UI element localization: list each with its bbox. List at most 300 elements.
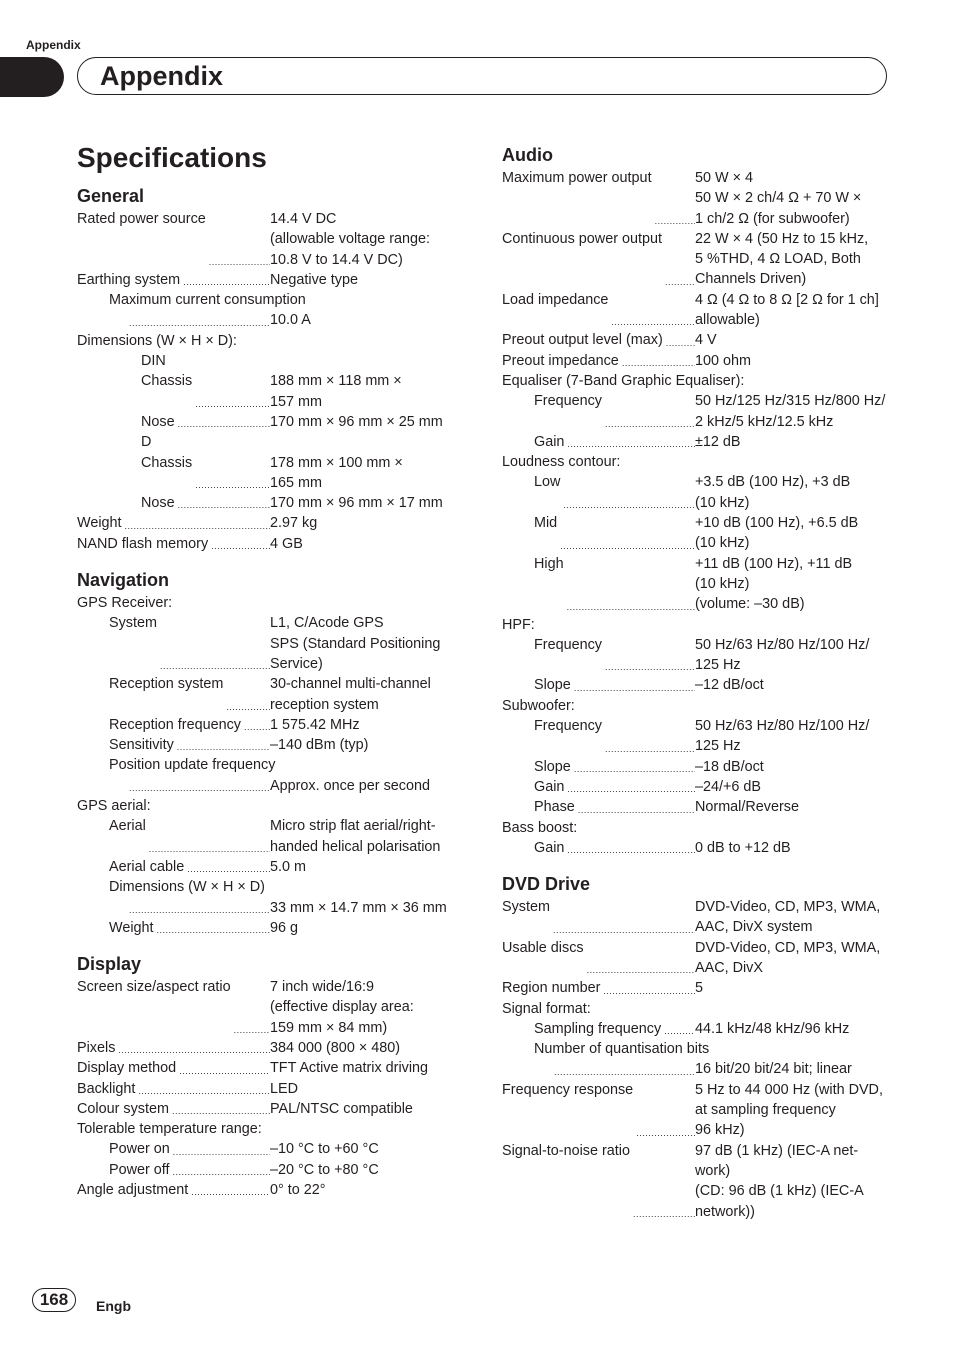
spec-value [270, 776, 472, 796]
spec-label [77, 1038, 270, 1058]
spec-label-text: Screen size/aspect ratio [77, 979, 231, 996]
spec-row [502, 696, 897, 716]
spec-section [77, 569, 472, 938]
spec-value [270, 977, 472, 1038]
leader-dots [179, 1063, 270, 1079]
spec-label-text: Frequency [534, 636, 602, 653]
leader-dots [138, 1083, 270, 1099]
leader-dots [665, 274, 695, 290]
spec-value-line: TFT Active matrix driving [270, 1060, 429, 1077]
section-heading: Navigation [77, 570, 170, 591]
section-heading: General [77, 186, 145, 206]
spec-value [695, 1080, 897, 1141]
spec-row [77, 1180, 472, 1200]
spec-value [270, 1079, 472, 1099]
spec-value [270, 534, 472, 554]
spec-label [77, 715, 270, 735]
spec-row [77, 918, 472, 938]
leader-dots [191, 1184, 270, 1200]
spec-label [77, 674, 270, 715]
spec-label [502, 897, 695, 938]
spec-label-text: Reception system [109, 676, 224, 693]
spec-label-text: Continuous power output [502, 230, 663, 247]
leader-dots [622, 355, 695, 371]
spec-label [502, 777, 695, 797]
spec-label [77, 209, 270, 270]
spec-row [502, 513, 897, 554]
spec-row [77, 453, 472, 494]
spec-row [502, 938, 897, 979]
spec-value [270, 816, 472, 857]
spec-value [270, 1160, 472, 1180]
spec-value-line: Micro strip flat aerial/right- [270, 818, 436, 835]
spec-label [502, 1059, 695, 1079]
spec-row [502, 391, 897, 432]
spec-label [77, 371, 270, 412]
spec-value-line: 0 dB to +12 dB [695, 839, 791, 856]
leader-dots [195, 396, 270, 412]
spec-subheading: Dimensions (W × H × D): [77, 332, 237, 349]
leader-dots [633, 1206, 695, 1222]
leader-dots [605, 659, 695, 675]
spec-label-text: Slope [534, 758, 571, 775]
spec-row [77, 1058, 472, 1078]
leader-dots [655, 213, 695, 229]
page-title: Specifications [77, 142, 267, 173]
leader-dots [160, 658, 270, 674]
spec-label [77, 493, 270, 513]
spec-row [502, 432, 897, 452]
spec-label-text: Nose [141, 413, 175, 430]
spec-value [695, 838, 897, 858]
spec-subheading: DIN [141, 353, 166, 370]
spec-row [77, 1038, 472, 1058]
spec-row [77, 331, 472, 351]
spec-value-line: +11 dB (100 Hz), +11 dB [695, 555, 853, 572]
spec-row [502, 818, 897, 838]
spec-label [77, 1058, 270, 1078]
spec-value [270, 735, 472, 755]
spec-row [502, 351, 897, 371]
spec-value-line: Approx. once per second [270, 777, 430, 794]
spec-value-line: 5 %THD, 4 Ω LOAD, Both [695, 251, 861, 268]
spec-label-text: Reception frequency [109, 716, 241, 733]
leader-dots [129, 902, 270, 918]
spec-value-line: (10 kHz) [695, 494, 750, 511]
spec-value-line: 97 dB (1 kHz) (IEC-A net- [695, 1142, 859, 1159]
spec-value [695, 351, 897, 371]
leader-dots [587, 962, 695, 978]
spec-value-line: 4 Ω (4 Ω to 8 Ω [2 Ω for 1 ch] [695, 291, 879, 308]
spec-value [695, 472, 897, 513]
section-heading: DVD Drive [502, 874, 591, 895]
spec-value [695, 1019, 897, 1039]
spec-row [77, 534, 472, 554]
spec-subheading: Bass boost: [502, 819, 578, 836]
spec-row [77, 290, 472, 310]
spec-label [502, 1141, 695, 1222]
spec-value-line: 157 mm [270, 393, 322, 410]
spec-row [502, 716, 897, 757]
leader-dots [178, 497, 270, 513]
spec-value [270, 209, 472, 270]
spec-label-text: Sensitivity [109, 737, 174, 754]
spec-label-text: Frequency [534, 393, 602, 410]
spec-value-line: (allowable voltage range: [270, 231, 430, 248]
spec-label [502, 978, 695, 998]
spec-value [270, 513, 472, 533]
spec-label [502, 432, 695, 452]
spec-label-text: Display method [77, 1060, 177, 1077]
leader-dots [177, 739, 270, 755]
spec-value-line: 50 W × 4 [695, 170, 753, 186]
spec-row [502, 777, 897, 797]
leader-dots [605, 416, 695, 432]
spec-value-line: 5 [695, 980, 704, 997]
spec-value-line: 30-channel multi-channel [270, 676, 431, 693]
spec-label-text: System [502, 899, 550, 916]
spec-value [270, 1058, 472, 1078]
spec-label [502, 513, 695, 554]
spec-value [695, 290, 897, 331]
spec-row [77, 432, 472, 452]
spec-value-line: 188 mm × 118 mm × [270, 373, 402, 390]
spec-label-text: System [109, 615, 157, 632]
spec-value [695, 432, 897, 452]
running-head: Appendix [26, 38, 81, 52]
leader-dots [172, 1103, 270, 1119]
page-number: 168 [32, 1288, 76, 1312]
spec-label-text: Usable discs [502, 939, 584, 956]
spec-value-line: SPS (Standard Positioning [270, 635, 441, 652]
spec-row [502, 452, 897, 472]
spec-row [502, 1059, 897, 1079]
spec-label [77, 857, 270, 877]
spec-value-line: 2.97 kg [270, 515, 318, 532]
spec-value-line: 1 ch/2 Ω (for subwoofer) [695, 210, 850, 227]
spec-label-text: Frequency [534, 718, 602, 735]
spec-value-line: at sampling frequency [695, 1102, 836, 1119]
section-heading: Display [77, 954, 142, 975]
leader-dots [578, 802, 695, 818]
spec-label [77, 1180, 270, 1200]
spec-value [270, 613, 472, 674]
spec-value [695, 797, 897, 817]
spec-label [77, 776, 270, 796]
spec-row [77, 816, 472, 857]
spec-label-text: Preout output level (max) [502, 332, 663, 349]
spec-row [502, 330, 897, 350]
spec-value-line: –140 dBm (typ) [270, 737, 369, 754]
language-code: Engb [96, 1298, 131, 1314]
spec-value-line: work) [695, 1162, 731, 1179]
spec-value [695, 554, 897, 615]
spec-value-line: 14.4 V DC [270, 211, 337, 227]
spec-label-text: Angle adjustment [77, 1182, 189, 1199]
leader-dots [157, 922, 270, 938]
spec-value-line: +3.5 dB (100 Hz), +3 dB [695, 474, 851, 491]
spec-value-line: Negative type [270, 271, 358, 288]
spec-value-line: handed helical polarisation [270, 838, 441, 855]
spec-label [77, 977, 270, 1038]
leader-dots [664, 1023, 695, 1039]
spec-label-text: Colour system [77, 1100, 169, 1117]
section-heading: Audio [502, 145, 553, 165]
spec-value-line: 50 W × 2 ch/4 Ω + 70 W × [695, 190, 862, 207]
spec-row [77, 310, 472, 330]
spec-subheading: Position update frequency [109, 757, 276, 774]
leader-dots [187, 861, 270, 877]
spec-subheading: Signal format: [502, 1000, 591, 1017]
spec-value [270, 1038, 472, 1058]
spec-value-line: AAC, DivX [695, 959, 763, 976]
spec-value-line: 50 Hz/63 Hz/80 Hz/100 Hz/ [695, 718, 870, 735]
spec-row [77, 513, 472, 533]
spec-value-line: –18 dB/oct [695, 758, 764, 775]
leader-dots [553, 922, 695, 938]
spec-row [77, 1160, 472, 1180]
spec-row [77, 898, 472, 918]
leader-dots [666, 335, 695, 351]
spec-value-line: 33 mm × 14.7 mm × 36 mm [270, 899, 447, 916]
spec-subheading: Tolerable temperature range: [77, 1121, 262, 1138]
spec-section [77, 953, 472, 1200]
spec-value [270, 1139, 472, 1159]
spec-value-line: 16 bit/20 bit/24 bit; linear [695, 1061, 852, 1078]
spec-value-line: allowable) [695, 312, 760, 329]
spec-value [270, 898, 472, 918]
spec-value-line: 178 mm × 100 mm × [270, 454, 403, 471]
leader-dots [211, 538, 270, 554]
spec-value-line: DVD-Video, CD, MP3, WMA, [695, 899, 881, 916]
spec-row [77, 209, 472, 270]
spec-subheading: Loudness contour: [502, 454, 621, 471]
spec-subheading: Subwoofer: [502, 697, 575, 714]
spec-value [695, 757, 897, 777]
spec-row [502, 615, 897, 635]
spec-value [270, 1099, 472, 1119]
spec-subheading: Equaliser (7-Band Graphic Equaliser): [502, 372, 745, 389]
spec-label-text: Maximum power output [502, 170, 652, 186]
leader-dots [195, 477, 270, 493]
leader-dots [611, 314, 695, 330]
leader-dots [567, 436, 695, 452]
spec-label [502, 229, 695, 290]
spec-value [695, 938, 897, 979]
spec-label-text: Nose [141, 495, 175, 512]
spec-row [502, 229, 897, 290]
spec-row [77, 715, 472, 735]
spec-label-text: Weight [77, 515, 122, 532]
spec-row [77, 776, 472, 796]
spec-value-line: 2 kHz/5 kHz/12.5 kHz [695, 413, 834, 430]
spec-value [695, 978, 897, 998]
leader-dots [178, 416, 270, 432]
spec-value-line: (CD: 96 dB (1 kHz) (IEC-A [695, 1183, 864, 1200]
leader-dots [234, 1022, 270, 1038]
spec-row [502, 554, 897, 615]
spec-value-line: 96 kHz) [695, 1122, 745, 1139]
leader-dots [173, 1144, 270, 1160]
spec-value [695, 897, 897, 938]
spec-label [502, 716, 695, 757]
spec-label-text: Gain [534, 778, 565, 795]
spec-value-line: ±12 dB [695, 433, 741, 450]
spec-row [502, 838, 897, 858]
spec-label-text: NAND flash memory [77, 535, 209, 552]
spec-value-line: network)) [695, 1203, 755, 1220]
spec-value [270, 412, 472, 432]
spec-row [502, 371, 897, 391]
spec-value [270, 674, 472, 715]
spec-label [502, 391, 695, 432]
spec-value-line: reception system [270, 696, 379, 713]
spec-value [695, 1141, 897, 1222]
spec-label [502, 351, 695, 371]
spec-value [270, 715, 472, 735]
spec-label-text: Rated power source [77, 211, 206, 227]
spec-label [77, 1079, 270, 1099]
right-column [502, 144, 897, 1237]
spec-value-line: 125 Hz [695, 657, 741, 674]
spec-label [77, 513, 270, 533]
spec-label-text: Slope [534, 677, 571, 694]
spec-value [695, 229, 897, 290]
spec-label-text: Chassis [141, 373, 193, 390]
spec-label-text: Frequency response [502, 1081, 634, 1098]
spec-value [270, 918, 472, 938]
spec-row [77, 351, 472, 371]
spec-row [502, 290, 897, 331]
spec-label-text: Phase [534, 799, 575, 816]
spec-value-line: 384 000 (800 × 480) [270, 1039, 401, 1056]
spec-row [77, 877, 472, 897]
spec-row [502, 999, 897, 1019]
spec-value-line: 170 mm × 96 mm × 17 mm [270, 495, 443, 512]
spec-row [77, 674, 472, 715]
spec-label-text: Earthing system [77, 271, 181, 288]
spec-row [502, 1080, 897, 1141]
spec-value [270, 857, 472, 877]
spec-value-line: 4 GB [270, 535, 303, 552]
spec-value [695, 1059, 897, 1079]
spec-label [502, 797, 695, 817]
spec-subheading: GPS aerial: [77, 798, 151, 815]
spec-value-line: 100 ohm [695, 352, 752, 369]
spec-value-line: –24/+6 dB [695, 778, 762, 795]
spec-row [77, 593, 472, 613]
spec-value-line: Service) [270, 655, 323, 672]
spec-value-line: –10 °C to +60 °C [270, 1141, 379, 1158]
spec-value [270, 453, 472, 494]
spec-value-line: DVD-Video, CD, MP3, WMA, [695, 939, 881, 956]
spec-label [502, 757, 695, 777]
spec-value-line: 10.8 V to 14.4 V DC) [270, 251, 403, 268]
leader-dots [563, 497, 695, 513]
spec-value [695, 716, 897, 757]
spec-row [77, 796, 472, 816]
spec-value [695, 168, 897, 229]
spec-label [502, 635, 695, 676]
leader-dots [574, 761, 695, 777]
spec-row [77, 1139, 472, 1159]
spec-label [502, 938, 695, 979]
spec-label [77, 310, 270, 330]
spec-row [77, 977, 472, 1038]
spec-value-line: 10.0 A [270, 312, 311, 329]
spec-label [502, 1080, 695, 1141]
spec-label [77, 1160, 270, 1180]
spec-label [502, 330, 695, 350]
spec-value-line: +10 dB (100 Hz), +6.5 dB [695, 515, 859, 532]
spec-row [502, 1039, 897, 1059]
leader-dots [554, 1064, 695, 1080]
spec-value [270, 493, 472, 513]
spec-value-line: 44.1 kHz/48 kHz/96 kHz [695, 1020, 850, 1037]
spec-value-line: 0° to 22° [270, 1182, 326, 1199]
spec-value-line: 125 Hz [695, 738, 741, 755]
spec-label-text: Load impedance [502, 291, 609, 308]
leader-dots [603, 983, 695, 999]
spec-value-line: AAC, DivX system [695, 919, 813, 936]
spec-value-line: 5 Hz to 44 000 Hz (with DVD, [695, 1081, 883, 1098]
spec-label-text: Region number [502, 980, 601, 997]
spec-label-text: Aerial cable [109, 858, 185, 875]
spec-label-text: Low [534, 474, 561, 491]
spec-label [77, 898, 270, 918]
spec-subheading: D [141, 434, 152, 451]
spec-value [695, 391, 897, 432]
leader-dots [567, 599, 695, 615]
spec-value-line: 159 mm × 84 mm) [270, 1019, 388, 1036]
spec-row [77, 613, 472, 674]
leader-dots [173, 1164, 270, 1180]
spec-label [502, 290, 695, 331]
spec-row [77, 493, 472, 513]
spec-subheading: Number of quantisation bits [534, 1041, 710, 1058]
leader-dots [129, 315, 270, 331]
spec-row [502, 797, 897, 817]
leader-dots [129, 780, 270, 796]
spec-value [695, 675, 897, 695]
spec-row [502, 635, 897, 676]
leader-dots [118, 1042, 270, 1058]
spec-value-line: 4 V [695, 332, 717, 349]
spec-row [77, 755, 472, 775]
leader-dots [209, 254, 270, 270]
spec-row [77, 270, 472, 290]
spec-value-line: 96 g [270, 919, 299, 936]
spec-label [502, 472, 695, 513]
spec-value-line: 50 Hz/63 Hz/80 Hz/100 Hz/ [695, 636, 870, 653]
spec-value-line: PAL/NTSC compatible [270, 1100, 413, 1117]
spec-label-text: Mid [534, 515, 558, 532]
spec-value [695, 330, 897, 350]
spec-label [77, 613, 270, 674]
spec-row [77, 1119, 472, 1139]
spec-row [502, 472, 897, 513]
leader-dots [636, 1125, 695, 1141]
spec-row [77, 412, 472, 432]
spec-row [502, 675, 897, 695]
spec-label-text: High [534, 555, 564, 572]
spec-label-text: Gain [534, 433, 565, 450]
leader-dots [605, 741, 695, 757]
spec-value [270, 310, 472, 330]
spec-row [77, 735, 472, 755]
spec-label [77, 270, 270, 290]
section-title: Appendix [100, 61, 224, 91]
